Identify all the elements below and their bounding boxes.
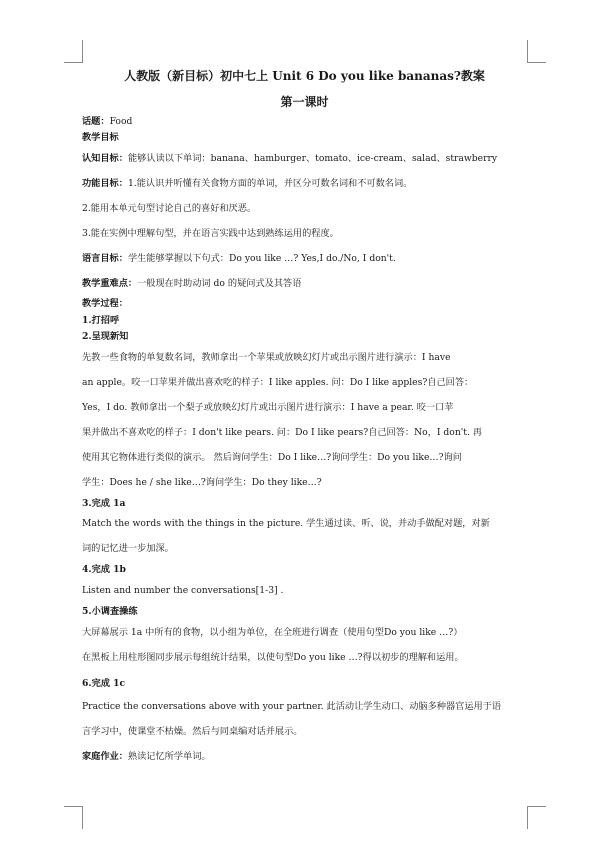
- line-label: 家庭作业：: [82, 751, 128, 762]
- text-line: [82, 377, 532, 389]
- line-text: 3.能在实例中理解句型，并在语言实践中达到熟练运用的程度。: [82, 228, 339, 239]
- line-text: 2.能用本单元句型讨论自己的喜好和厌恶。: [82, 203, 257, 214]
- text-line: [82, 253, 532, 265]
- text-line: [82, 116, 532, 128]
- line-text: 词的记忆进一步加深。: [82, 543, 174, 554]
- line-text: Practice the conversations above with your partner. 此活动让学生动口、动脑多种器官运用于语: [82, 701, 502, 712]
- line-label: 教学目标: [82, 132, 119, 143]
- line-text: 学生：Does he / she like…?询问学生：Do they like…?: [82, 477, 322, 488]
- text-line: [82, 564, 532, 576]
- text-line: [82, 278, 532, 290]
- line-text: 一般现在时助动词 do 的疑问式及其答语: [137, 278, 302, 289]
- line-label: 语言目标：: [82, 253, 128, 264]
- line-label: 1.打招呼: [82, 315, 120, 326]
- text-line: [82, 585, 532, 597]
- line-text: Match the words with the things in the picture. 学生通过读、听、说，并动手做配对题，对新: [82, 518, 490, 529]
- text-line: [82, 606, 532, 618]
- page-corner-mark: [527, 40, 546, 63]
- line-label: 话题：: [82, 116, 110, 127]
- line-text: 使用其它物体进行类似的演示。 然后询问学生：Do I like…?询问学生：Do you like…?询问: [82, 452, 462, 463]
- line-text: 1.能认识并听懂有关食物方面的单词，并区分可数名词和不可数名词。: [127, 178, 413, 189]
- text-line: [82, 228, 532, 240]
- line-label: 认知目标：: [82, 153, 128, 164]
- text-line: [82, 477, 532, 489]
- line-text: 言学习中，使课堂不枯燥。然后与同桌编对话并展示。: [82, 726, 303, 737]
- text-line: [82, 543, 532, 555]
- text-line: [82, 402, 532, 414]
- text-line: [82, 427, 532, 439]
- line-text: 果并做出不喜欢吃的样子：I don't like pears. 问：Do I like pears?自己回答：No，I don't. 再: [82, 427, 483, 438]
- text-line: [82, 178, 532, 190]
- line-label: 功能目标：: [82, 178, 128, 189]
- text-line: [82, 652, 532, 664]
- line-text: 大屏幕展示 1a 中所有的食物，以小组为单位，在全班进行调查（使用句型Do you like …?）: [82, 627, 463, 638]
- line-label: 教学过程：: [82, 298, 128, 309]
- line-text: Listen and number the conversations[1-3] .: [82, 585, 284, 596]
- line-label: 6.完成 1c: [82, 678, 126, 689]
- line-text: Yes，I do. 教师拿出一个梨子或放映幻灯片或出示图片进行演示：I have a pear. 咬一口苹: [82, 402, 454, 413]
- text-line: [82, 751, 532, 763]
- page-corner-mark: [64, 40, 83, 63]
- document-subtitle: 第一课时: [280, 95, 329, 109]
- text-line: [82, 203, 532, 215]
- line-text: 在黑板上用柱形图同步展示每组统计结果，以使句型Do you like …?得以初步的理解和运用。: [82, 652, 464, 663]
- text-line: [82, 678, 532, 690]
- text-line: [82, 701, 532, 713]
- text-line: [82, 452, 532, 464]
- text-line: [82, 518, 532, 530]
- line-text: Food: [109, 116, 133, 127]
- text-line: [82, 726, 532, 738]
- line-text: 学生能够掌握以下句式：Do you like …? Yes,I do./No, I don't.: [127, 253, 396, 264]
- line-label: 3.完成 1a: [82, 498, 126, 509]
- text-line: [82, 153, 532, 165]
- line-label: 5.小调查操练: [82, 606, 138, 617]
- document-title: 人教版（新目标）初中七上 Unit 6 Do you like bananas?教案: [124, 69, 485, 83]
- text-line: [82, 352, 532, 364]
- line-text: 先教一些食物的单复数名词，教师拿出一个苹果或放映幻灯片或出示图片进行演示：I have: [82, 352, 451, 363]
- line-label: 教学重难点：: [82, 278, 138, 289]
- line-label: 2.呈现新知: [82, 331, 129, 342]
- text-line: [82, 627, 532, 639]
- text-line: [82, 331, 532, 343]
- text-line: [82, 315, 532, 327]
- page-corner-mark: [64, 806, 83, 829]
- page-corner-mark: [527, 806, 546, 829]
- line-label: 4.完成 1b: [82, 564, 126, 575]
- line-text: 能够认读以下单词：banana、hamburger、tomato、ice-cream、salad、strawberry: [127, 153, 498, 164]
- line-text: 熟读记忆所学单词。: [127, 751, 211, 762]
- text-line: [82, 132, 532, 144]
- text-line: [82, 498, 532, 510]
- line-text: an apple。咬一口苹果并做出喜欢吃的样子：I like apples. 问：Do I like apples?自己回答：: [82, 377, 474, 388]
- text-line: [82, 298, 532, 310]
